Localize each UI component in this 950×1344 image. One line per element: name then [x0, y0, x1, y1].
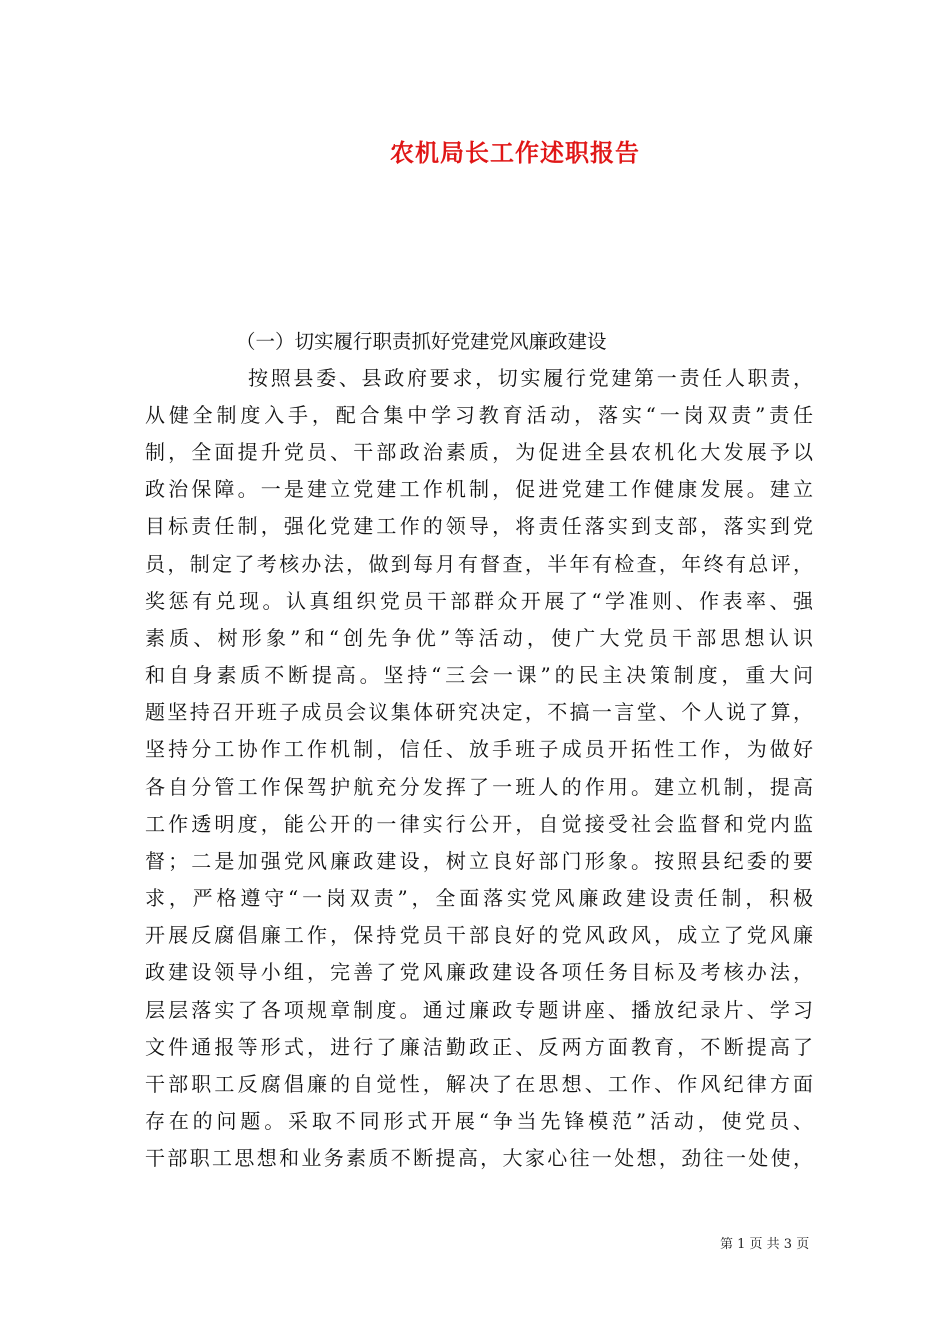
body-line: 奖惩有兑现。认真组织党员干部群众开展了“学准则、作表率、强	[145, 589, 813, 613]
page-number-footer: 第 1 页 共 3 页	[720, 1237, 810, 1252]
body-line: 政治保障。一是建立党建工作机制，促进党建工作健康发展。建立	[145, 477, 813, 501]
body-line: 政建设领导小组，完善了党风廉政建设各项任务目标及考核办法，	[145, 960, 813, 984]
body-line: 素质、树形象”和“创先争优”等活动，使广大党员干部思想认识	[145, 626, 813, 650]
body-line: 文件通报等形式，进行了廉洁勤政正、反两方面教育，不断提高了	[145, 1035, 813, 1059]
body-line: 从健全制度入手，配合集中学习教育活动，落实“一岗双责”责任	[145, 403, 813, 427]
section-heading: （一）切实履行职责抓好党建党风廉政建设	[236, 330, 607, 353]
document-title: 农机局长工作述职报告	[390, 139, 640, 167]
body-line: 目标责任制，强化党建工作的领导，将责任落实到支部，落实到党	[145, 514, 813, 538]
body-line: 督；二是加强党风廉政建设，树立良好部门形象。按照县纪委的要	[145, 849, 813, 873]
body-line: 题坚持召开班子成员会议集体研究决定，不搞一言堂、个人说了算，	[145, 700, 813, 724]
body-line: 干部职工反腐倡廉的自觉性，解决了在思想、工作、作风纪律方面	[145, 1072, 813, 1096]
body-line: 开展反腐倡廉工作，保持党员干部良好的党风政风，成立了党风廉	[145, 923, 813, 947]
body-line: 工作透明度，能公开的一律实行公开，自觉接受社会监督和党内监	[145, 812, 813, 836]
body-line: 按照县委、县政府要求，切实履行党建第一责任人职责，	[248, 366, 813, 390]
body-line: 坚持分工协作工作机制，信任、放手班子成员开拓性工作，为做好	[145, 737, 813, 761]
body-line: 制，全面提升党员、干部政治素质，为促进全县农机化大发展予以	[145, 440, 813, 464]
body-line: 求，严格遵守“一岗双责”，全面落实党风廉政建设责任制，积极	[145, 886, 813, 910]
body-line: 干部职工思想和业务素质不断提高，大家心往一处想，劲往一处使，	[145, 1146, 813, 1170]
body-line: 员，制定了考核办法，做到每月有督查，半年有检查，年终有总评，	[145, 552, 813, 576]
body-line: 存在的问题。采取不同形式开展“争当先锋模范”活动，使党员、	[145, 1109, 813, 1133]
body-line: 各自分管工作保驾护航充分发挥了一班人的作用。建立机制，提高	[145, 775, 813, 799]
body-line: 和自身素质不断提高。坚持“三会一课”的民主决策制度，重大问	[145, 663, 813, 687]
body-line: 层层落实了各项规章制度。通过廉政专题讲座、播放纪录片、学习	[145, 998, 813, 1022]
